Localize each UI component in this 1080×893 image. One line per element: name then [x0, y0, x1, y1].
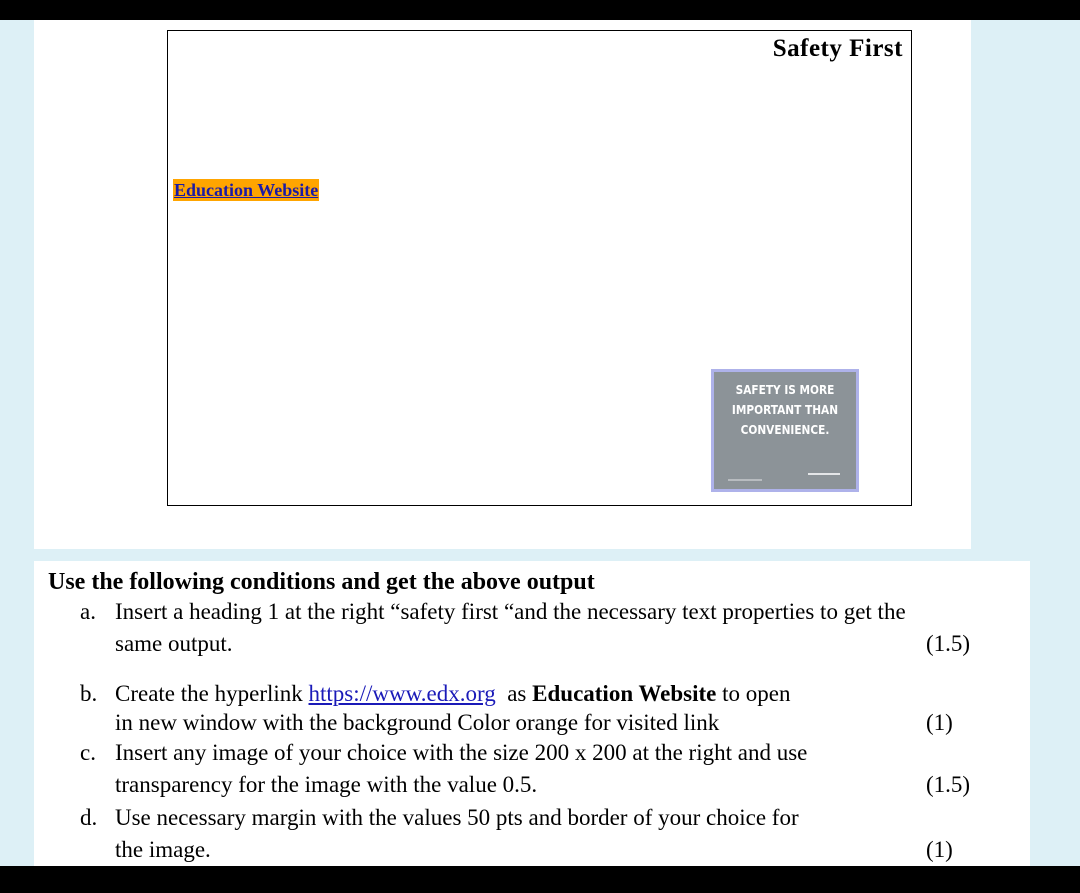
item-text-line-1: Insert a heading 1 at the right “safety first “and the necessary text properties to get the: [115, 599, 906, 624]
item-text-line-1: Use necessary margin with the values 50 pts and border of your choice for: [115, 805, 799, 830]
image-watermark: [728, 479, 762, 481]
output-screenshot: [34, 20, 971, 549]
quote-line-3: CONVENIENCE.: [740, 423, 830, 437]
item-letter: b.: [80, 681, 98, 706]
bottom-black-bar: [0, 866, 1080, 893]
quote-line-2: IMPORTANT THAN: [731, 403, 839, 417]
item-letter: a.: [80, 599, 96, 624]
item-points: (1): [926, 837, 953, 862]
item-text-line-1: [115, 681, 791, 707]
browser-output-frame: [167, 30, 912, 506]
education-website-link[interactable]: Education Website: [174, 180, 319, 200]
item-letter: c.: [80, 740, 96, 765]
instructions-title: Use the following conditions and get the above output: [48, 569, 595, 595]
item-text-line-1: Insert any image of your choice with the size 200 x 200 at the right and use: [115, 740, 808, 765]
image-quote-text: [723, 380, 848, 440]
item-text-pre: Create the hyperlink: [115, 681, 309, 706]
item-text-post: to open: [716, 681, 791, 706]
safety-quote-image: [711, 369, 859, 492]
image-author-signature: [808, 473, 840, 475]
item-points: (1.5): [926, 631, 971, 656]
item-points: (1.5): [926, 772, 971, 797]
instructions-panel: [34, 561, 1030, 866]
item-text-line-2: the image.: [115, 837, 211, 862]
item-points: (1): [926, 710, 953, 735]
item-text-line-2: same output.: [115, 631, 233, 656]
safety-first-heading: Safety First: [772, 35, 903, 62]
item-text-line-2: transparency for the image with the value 0.5.: [115, 772, 538, 797]
item-text-bold: Education Website: [532, 681, 717, 706]
quote-line-1: SAFETY IS MORE: [735, 383, 835, 397]
edx-url-link[interactable]: https://www.edx.org: [308, 681, 496, 706]
item-text-line-2: in new window with the background Color orange for visited link: [115, 710, 720, 735]
top-black-bar: [0, 0, 1080, 20]
item-text-mid: as: [495, 681, 533, 706]
item-letter: d.: [80, 805, 98, 830]
